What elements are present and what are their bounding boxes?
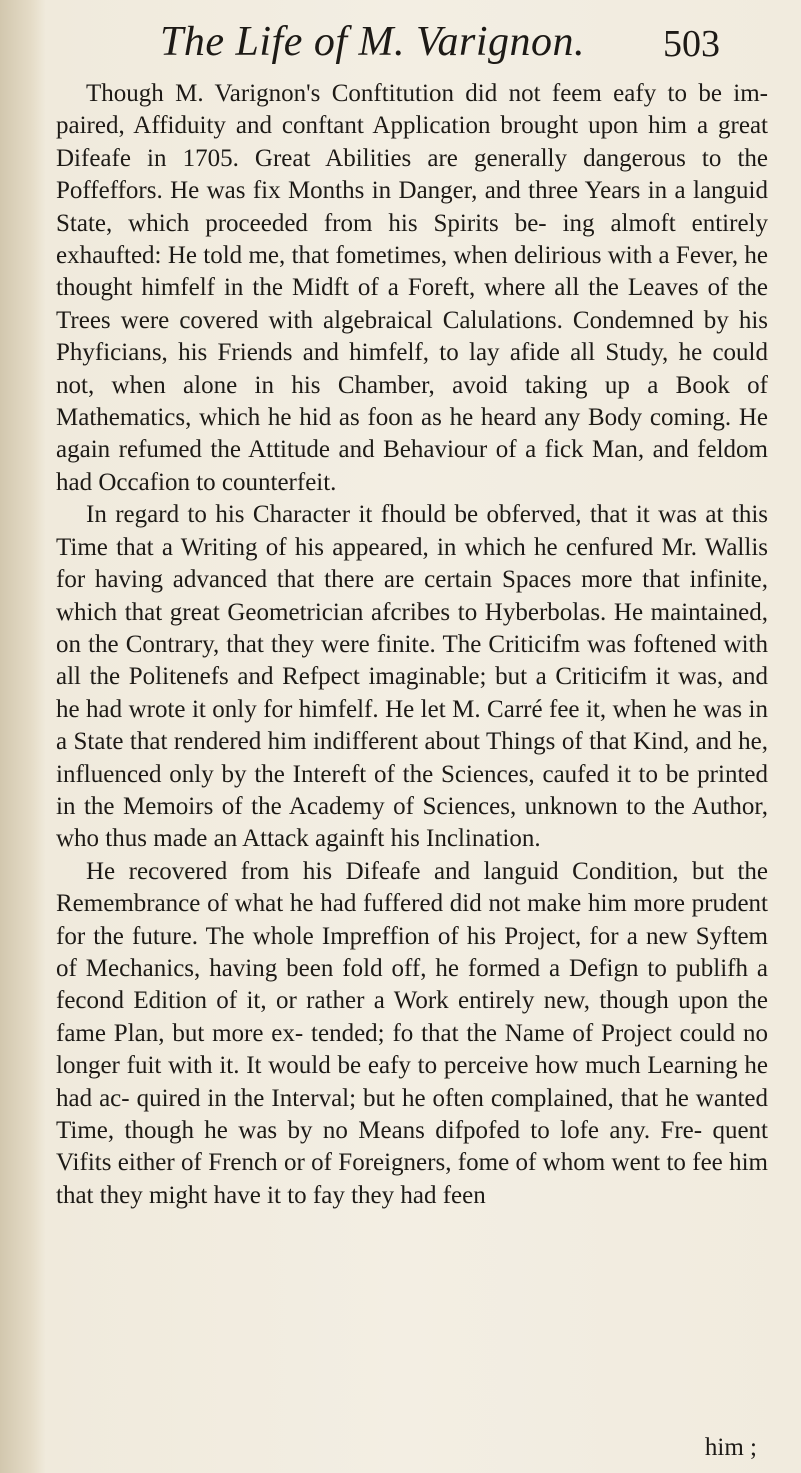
paragraph-new-system-of-mechanics: He recovered from his Difeafe and languid Condition, but the Remembrance of what he had fuffered did not make him more prudent for the future. The whole Impreffion of his Project, for a new Syftem of Mechanics, having been fold off, he formed a Defign to publifh a fecond Edition of it, or rather a Work entirely new, though upon the fame Plan, but more ex- tended; fo that the Name of Project could no longer fuit with it. It would be eafy to perceive how much Learning he had ac- quired in the Interval; but he often complained, that he wanted Time, though he was by no Means difpofed to lofe any. Fre- quent Vifits either of French or of Foreigners, fome of whom went to fee him that they might have it to fay they had feen: [56, 857, 768, 1209]
catchword: him ;: [704, 1434, 757, 1461]
running-title: The Life of M. Varignon.: [160, 19, 586, 65]
body-text: [56, 78, 768, 1212]
page-gutter-shadow: [0, 0, 46, 1473]
page-header: [160, 18, 720, 72]
paragraph-criticism-of-wallis: In regard to his Character it fhould be obferved, that it was at this Time that a Writing of his appeared, in which he cenfured Mr. Wallis for having advanced that there are certain Spaces more that infinite, which that great Geometrician afcribes to Hyberbolas. He maintained, on the Contrary, that they were finite. The Criticifm was foftened with all the Politenefs and Refpect imaginable; but a Criticifm it was, and he had wrote it only for himfelf. He let M. Carré fee it, when he was in a State that rendered him indifferent about Things of that Kind, and he, influenced only by the Intereft of the Sciences, caufed it to be printed in the Memoirs of the Academy of Sciences, unknown to the Author, who thus made an Attack againft his Inclination.: [56, 501, 768, 853]
page-number: 503: [663, 23, 720, 65]
paragraph-illness: Though M. Varignon's Conftitution did not feem eafy to be im- paired, Affiduity and conftant Application brought upon him a great Difeafe in 1705. Great Abilities are generally dangerous to the Poffeffors. He was fix Months in Danger, and three Years in a languid State, which proceeded from his Spirits be- ing almoft entirely exhaufted: He told me, that fometimes, when delirious with a Fever, he thought himfelf in the Midft of a Foreft, where all the Leaves of the Trees were covered with algebraical Calulations. Condemned by his Phyficians, his Friends and himfelf, to lay afide all Study, he could not, when alone in his Chamber, avoid taking up a Book of Mathematics, which he hid as foon as he heard any Body coming. He again refumed the Attitude and Behaviour of a fick Man, and feldom had Occafion to counterfeit.: [56, 80, 768, 496]
